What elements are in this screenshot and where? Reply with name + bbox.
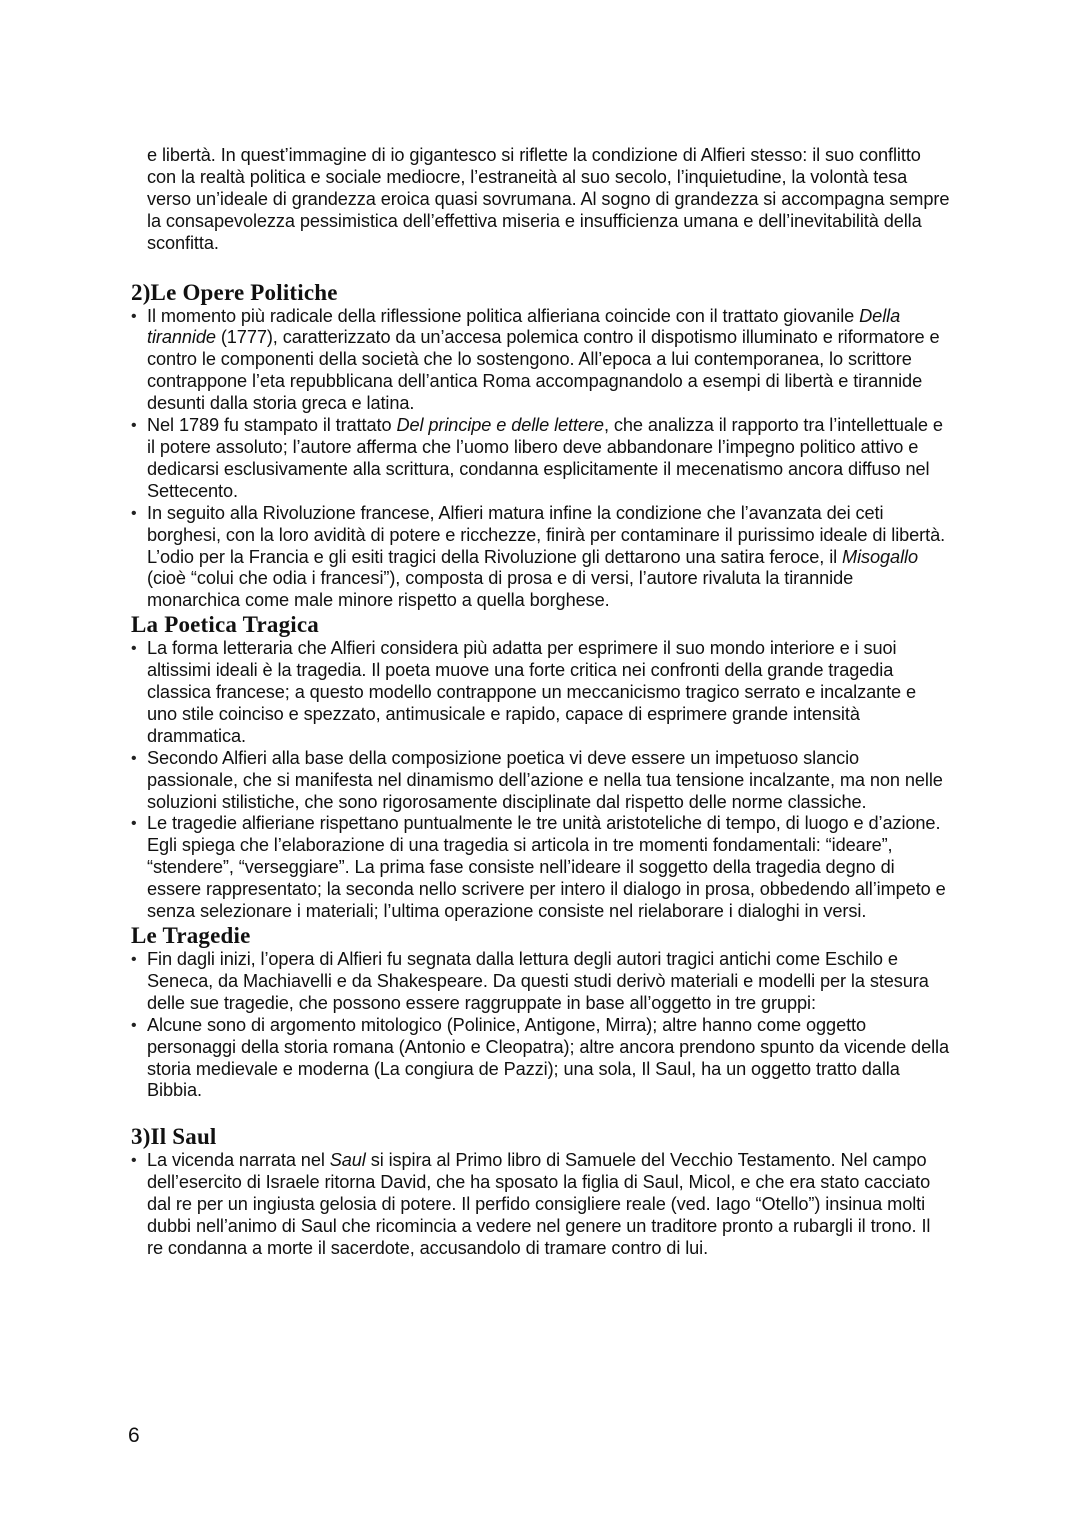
- heading-opere-politiche: 2)Le Opere Politiche: [131, 279, 338, 305]
- page-content: [131, 145, 951, 1260]
- list-item: • Secondo Alfieri alla base della composizione poetica vi deve essere un impetuoso slancio passionale, che si manifesta nel dinamismo dell’azione e nella tua tensione incalzante, ma non nelle soluzioni stilistiche, che sono rigorosamente disciplinate dal rispetto delle norme classiche.: [131, 748, 951, 814]
- list-item: • Fin dagli inizi, l’opera di Alfieri fu segnata dalla lettura degli autori tragici antichi come Eschilo e Seneca, da Machiavelli e da Shakespeare. Da questi studi derivò materiali e modelli per la stesura delle sue tragedie, che possono essere raggruppate in base all’oggetto in tre gruppi:: [131, 949, 951, 1015]
- list-opere-politiche: [131, 306, 951, 613]
- work-title: Misogallo: [842, 546, 918, 567]
- list-item: • La forma letteraria che Alfieri considera più adatta per esprimere il suo mondo interiore e i suoi altissimi ideali è la tragedia. Il poeta muove una forte critica nei confronti della grande tragedia classica francese; a questo modello contrappone un meccanicismo tragico serrato e incalzante e uno stile coinciso e spezzato, antimusicale e rapido, capace di esprimere grande intensità drammatica.: [131, 638, 951, 748]
- list-item: • Alcune sono di argomento mitologico (Polinice, Antigone, Mirra); altre hanno come oggetto personaggi della storia romana (Antonio e Cleopatra); altre ancora prendono spunto da vicende della storia medievale e moderna (La congiura de Pazzi); una sola, Il Saul, ha un oggetto tratto dalla Bibbia.: [131, 1015, 951, 1103]
- work-title: Saul: [329, 1150, 366, 1171]
- work-title: Della tirannide: [147, 305, 901, 348]
- list-item: • Nel 1789 fu stampato il trattato Del principe e delle lettere, che analizza il rapporto tra l’intellettuale e il potere assoluto; l’autore afferma che l’uomo libero deve abbandonare l’impegno politico attivo e dedicarsi esclusivamente alla scrittura, condanna esplicitamente il mecenatismo ancora diffuso nel Settecento.: [131, 415, 951, 503]
- heading-poetica-tragica: La Poetica Tragica: [131, 612, 319, 638]
- work-title: Del principe e delle lettere: [396, 415, 604, 436]
- list-saul: [131, 1150, 951, 1260]
- list-item: • Le tragedie alfieriane rispettano puntualmente le tre unità aristoteliche di tempo, di luogo e d’azione. Egli spiega che l’elaborazione di una tragedia si articola in tre momenti fondamentali: “ideare”, “stendere”, “verseggiare”. La prima fase consiste nell’ideare il soggetto della tragedia degno di essere rappresentato; la seconda nello scrivere per intero il dialogo in prosa, obbedendo all’impeto e senza selezionare i materiali; l’ultima operazione consiste nel rielaborare i dialoghi in versi.: [131, 813, 951, 923]
- list-item: • In seguito alla Rivoluzione francese, Alfieri matura infine la condizione che l’avanzata dei ceti borghesi, con la loro avidità di potere e ricchezze, finirà per contaminare il purissimo ideale di libertà. L’odio per la Francia e gli esiti tragici della Rivoluzione gli dettarono una satira feroce, il Misogallo (cioè “colui che odia i francesi”), composta di prosa e di versi, l’autore rivaluta la tirannide monarchica come male minore rispetto a quella borghese.: [131, 503, 951, 613]
- list-poetica-tragica: [131, 638, 951, 923]
- heading-saul: 3)Il Saul: [131, 1124, 217, 1150]
- heading-tragedie: Le Tragedie: [131, 923, 251, 948]
- list-tragedie: [131, 949, 951, 1102]
- list-item: • La vicenda narrata nel Saul si ispira al Primo libro di Samuele del Vecchio Testamento. Nel campo dell’esercito di Israele ritorna David, che ha sposato la figlia di Saul, Micol, e che era stato cacciato dal re per un ingiusta gelosia di potere. Il perfido consigliere reale (ved. Iago “Otello”) insinua molti dubbi nell’animo di Saul che ricomincia a vedere nel genere un traditore pronto a rubargli il trono. Il re condanna a morte il sacerdote, accusandolo di tramare contro di lui.: [131, 1150, 951, 1260]
- page-number: 6: [128, 1424, 140, 1447]
- intro-paragraph: e libertà. In quest’immagine di io gigantesco si riflette la condizione di Alfieri stesso: il suo conflitto con la realtà politica e sociale mediocre, l’estraneità al suo secolo, l’inquietudine, la volontà tesa verso un’ideale di grandezza eroica quasi sovrumana. Al sogno di grandezza si accompagna sempre la consapevolezza pessimistica dell’effettiva miseria e insufficienza umana e dell’inevitabilità della sconfitta.: [147, 145, 950, 253]
- list-item: • Il momento più radicale della riflessione politica alfieriana coincide con il trattato giovanile Della tirannide (1777), caratterizzato da un’accesa polemica contro il dispotismo illuminato e riformatore e contro le componenti della società che lo sostengono. All’epoca a lui contemporanea, lo scrittore contrappone l’eta repubblicana dell’antica Roma accompagnandolo a esempi di libertà e tirannide desunti dalla storia greca e latina.: [131, 306, 951, 416]
